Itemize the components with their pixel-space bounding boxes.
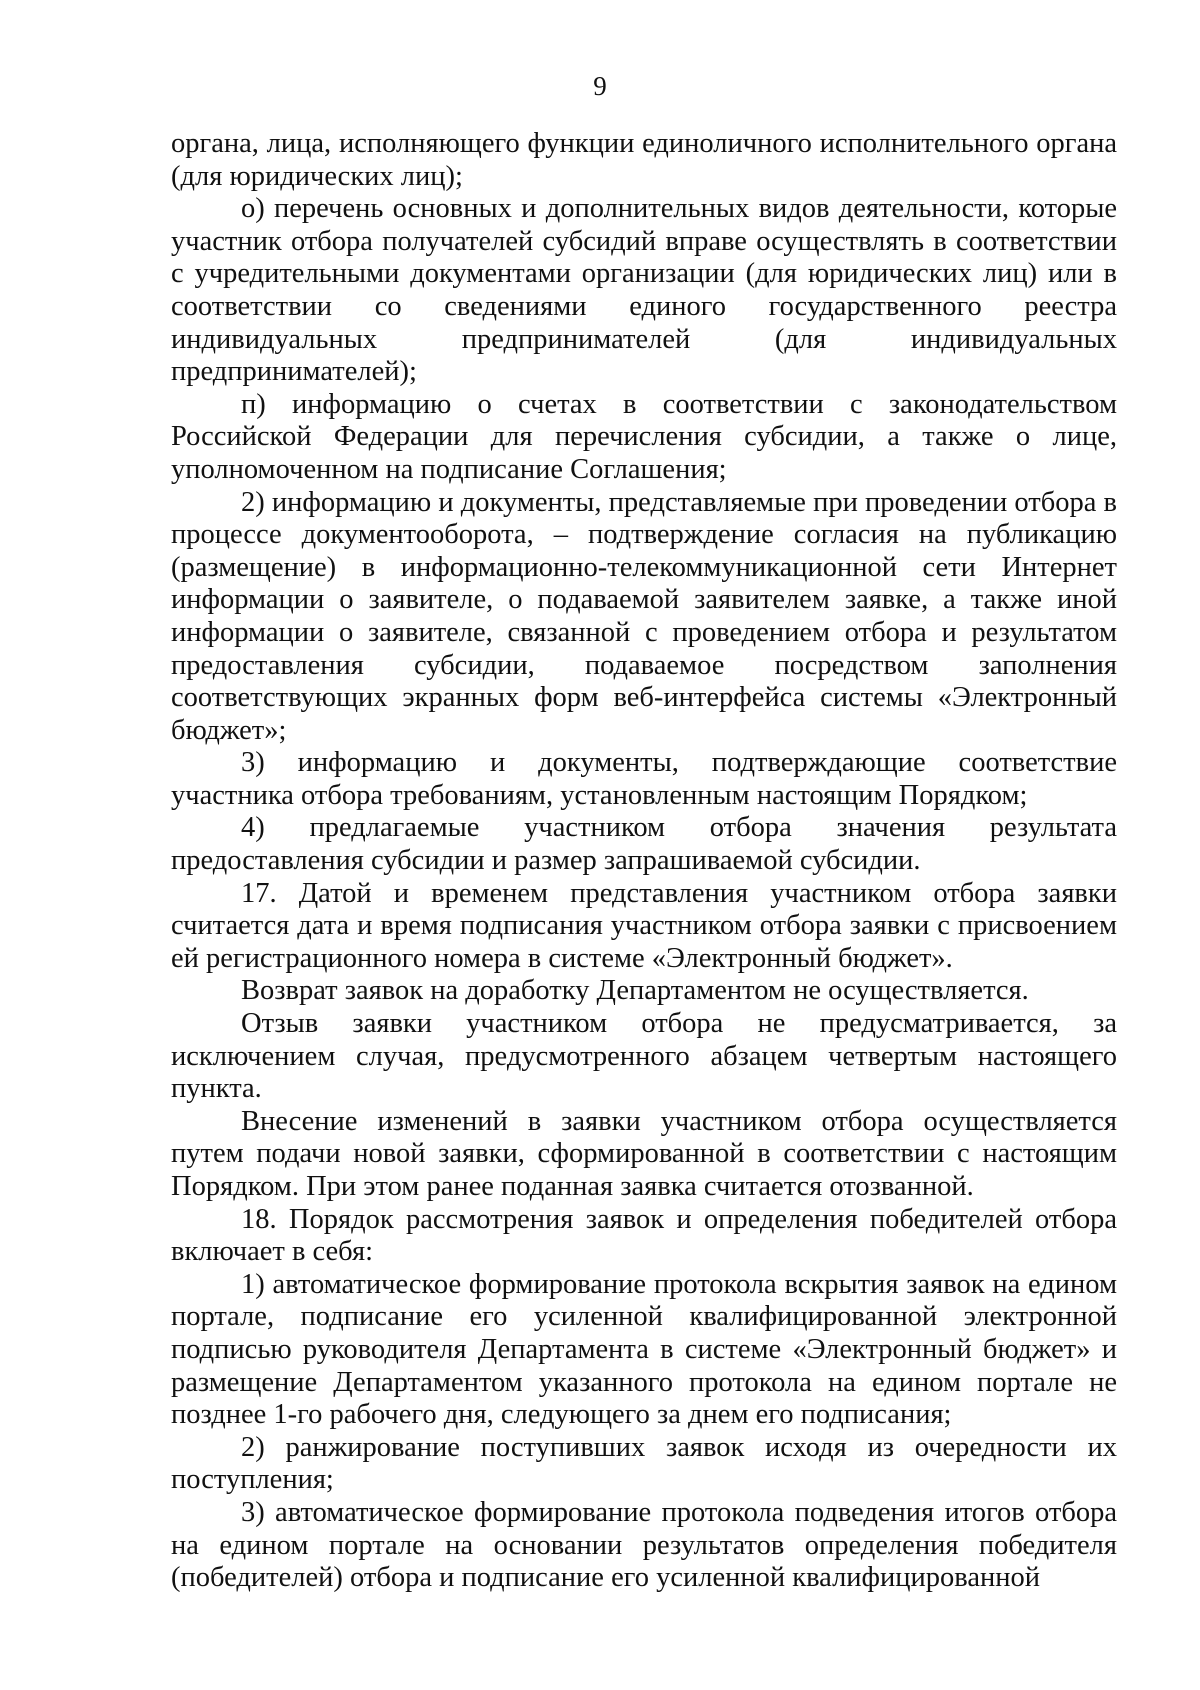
paragraph-return-of-applications: Возврат заявок на доработку Департаментом не осуществляется. (241, 975, 1029, 1007)
paragraph-item-4: 4) предлагаемые участником отбора значения результата предоставления субсидии и размер запрашиваемой субсидии. (171, 812, 1117, 877)
paragraph-item-3: 3) информацию и документы, подтверждающие соответствие участника отбора требованиям, установленным настоящим Порядком; (171, 747, 1117, 811)
paragraph-step-1: 1) автоматическое формирование протокола вскрытия заявок на едином портале, подписание его усиленной квалифицированной электронной подписью руководителя Департамента в системе «Электронный бюджет» и размещение Департаментом указанного протокола на едином портале не позднее 1-го рабочего дня, следующего за днем его подписания; (171, 1268, 1117, 1431)
document-body (171, 128, 1117, 1595)
paragraph-clause-17: 17. Датой и временем представления участником отбора заявки считается дата и время подписания участником отбора заявки с присвоением ей регистрационного номера в системе «Электронный бюджет». (171, 877, 1117, 974)
paragraph-item-2: 2) информацию и документы, представляемые при проведении отбора в процессе документооборота, – подтверждение согласия на публикацию (размещение) в информационно-телекоммуникационной сети Интернет информации о заявителе, о подаваемой заявителем заявке, а также иной информации о заявителе, связанной с проведением отбора и результатом предоставления субсидии, подаваемое посредством заполнения соответствующих экранных форм веб-интерфейса системы «Электронный бюджет»; (171, 486, 1117, 746)
paragraph-amendments: Внесение изменений в заявки участником отбора осуществляется путем подачи новой заявки, сформированной в соответствии с настоящим Порядком. При этом ранее поданная заявка считается отозванной. (171, 1105, 1117, 1202)
paragraph-step-3: 3) автоматическое формирование протокола подведения итогов отбора на едином портале на основании результатов определения победителя (победителей) отбора и подписание его усиленной квалифицированной (171, 1496, 1117, 1594)
paragraph-item-o: о) перечень основных и дополнительных видов деятельности, которые участник отбора получателей субсидий вправе осуществлять в соответствии с учредительными документами организации (для юридических лиц) или в соответствии со сведениями единого государственного реестра индивидуальных предпринимателей (для индивидуальных предпринимателей); (171, 193, 1117, 388)
paragraph-item-p: п) информацию о счетах в соответствии с законодательством Российской Федерации для перечисления субсидии, а также о лице, уполномоченном на подписание Соглашения; (171, 388, 1117, 485)
paragraph-continuation: органа, лица, исполняющего функции единоличного исполнительного органа (для юридических лиц); (171, 128, 1117, 192)
paragraph-clause-18: 18. Порядок рассмотрения заявок и определения победителей отбора включает в себя: (171, 1203, 1117, 1268)
paragraph-withdrawal: Отзыв заявки участником отбора не предусматривается, за исключением случая, предусмотренного абзацем четвертым настоящего пункта. (171, 1008, 1117, 1105)
page-number: 9 (593, 71, 607, 101)
paragraph-step-2: 2) ранжирование поступивших заявок исходя из очередности их поступления; (171, 1431, 1117, 1496)
